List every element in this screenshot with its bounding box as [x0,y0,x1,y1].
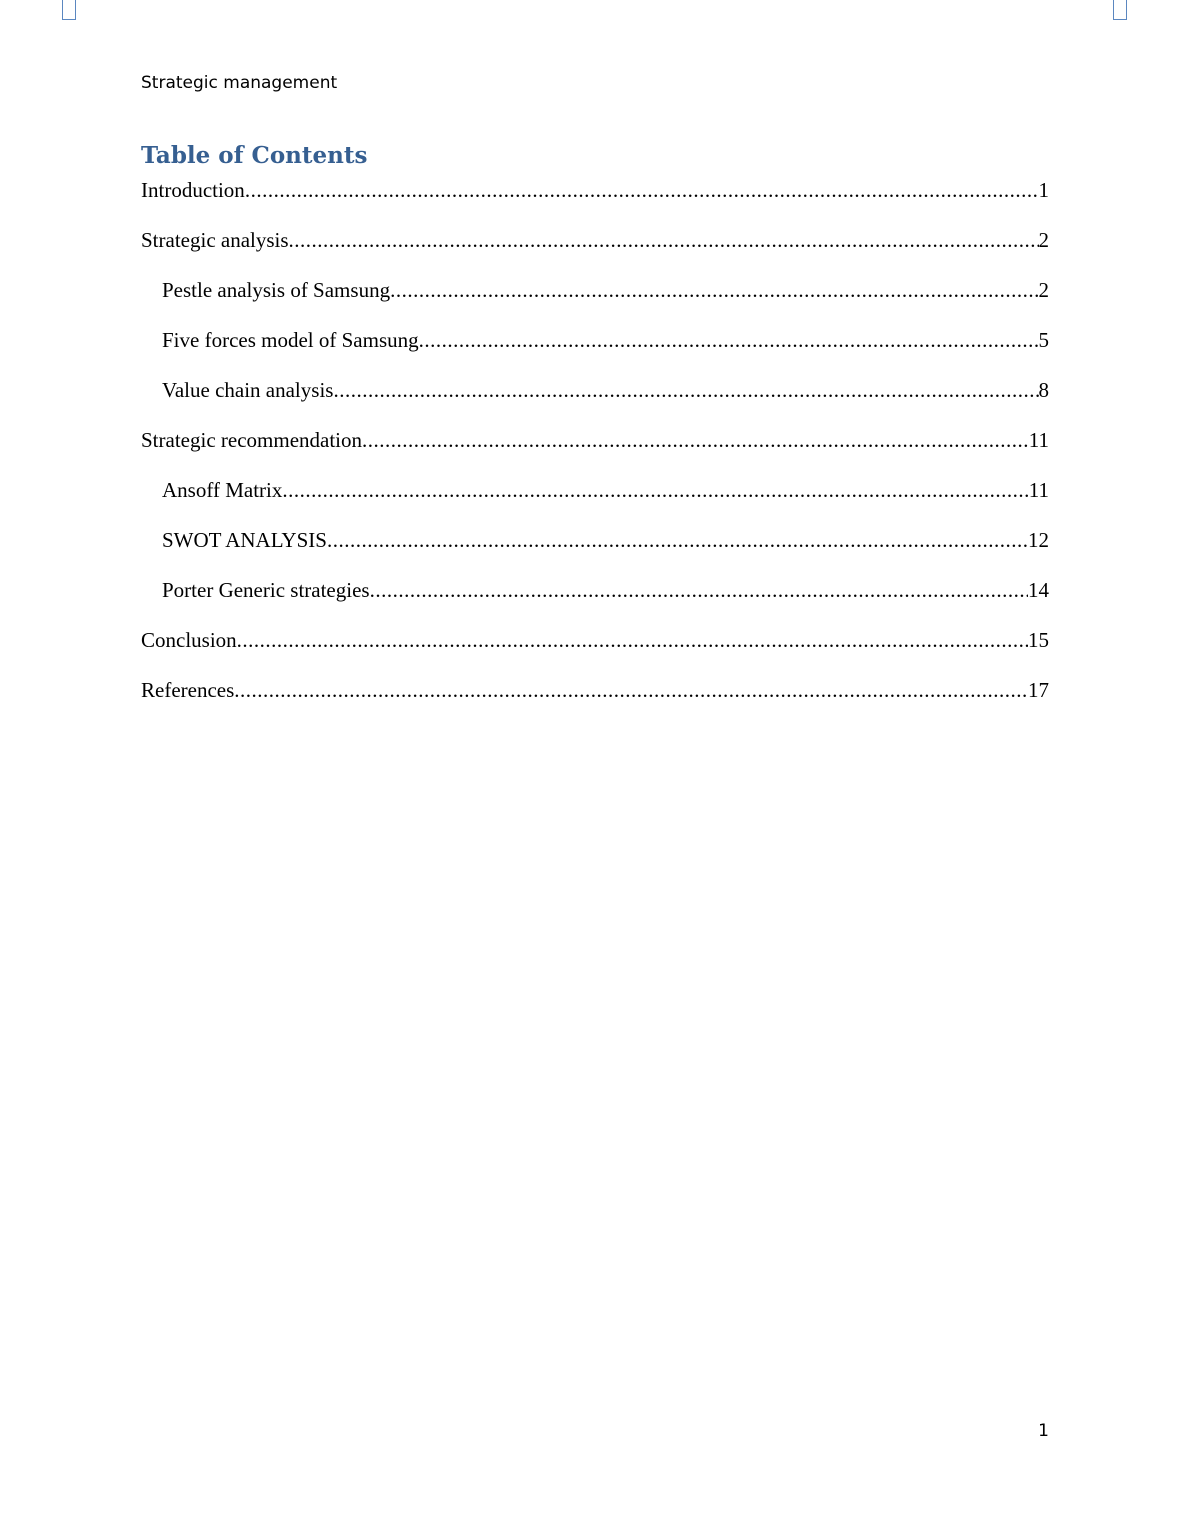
toc-entry-page: 14 [1028,578,1049,602]
toc-entry-five-forces[interactable] [141,325,1049,375]
toc-entry-swot-analysis[interactable] [141,525,1049,575]
running-header: Strategic management [141,73,338,93]
toc-dot-leader [370,575,1028,605]
toc-entry-pestle-analysis[interactable] [141,275,1049,325]
table-of-contents [141,175,1049,725]
toc-entry-page: 2 [1038,228,1049,252]
toc-entry-label: Ansoff Matrix [162,475,282,505]
toc-entry-page: 5 [1038,328,1049,352]
toc-entry-label: Strategic recommendation [141,425,362,455]
toc-dot-leader [390,275,1038,305]
crop-mark-left-icon [62,0,76,20]
toc-entry-label: Conclusion [141,625,237,655]
toc-entry-page: 15 [1028,628,1049,652]
toc-entry-label: References [141,675,234,705]
toc-dot-leader [282,475,1028,505]
toc-dot-leader [419,325,1039,355]
toc-entry-label: Value chain analysis [162,375,333,405]
toc-entry-porter-generic[interactable] [141,575,1049,625]
toc-dot-leader [362,425,1029,455]
toc-entry-label: Introduction [141,175,245,205]
toc-entry-references[interactable] [141,675,1049,725]
toc-dot-leader [237,625,1028,655]
toc-entry-page: 17 [1028,678,1049,702]
toc-entry-strategic-analysis[interactable] [141,225,1049,275]
toc-entry-conclusion[interactable] [141,625,1049,675]
toc-dot-leader [289,225,1039,255]
toc-dot-leader [245,175,1039,205]
crop-mark-right-icon [1113,0,1127,20]
toc-entry-page: 8 [1038,378,1049,402]
toc-entry-label: SWOT ANALYSIS [162,525,327,555]
page-number: 1 [1038,1421,1049,1441]
toc-entry-page: 12 [1028,528,1049,552]
toc-entry-page: 1 [1038,178,1049,202]
toc-title: Table of Contents [141,142,368,169]
toc-entry-value-chain[interactable] [141,375,1049,425]
toc-entry-label: Porter Generic strategies [162,575,370,605]
toc-entry-label: Pestle analysis of Samsung [162,275,390,305]
toc-dot-leader [327,525,1028,555]
toc-entry-ansoff-matrix[interactable] [141,475,1049,525]
toc-entry-page: 11 [1028,478,1049,502]
toc-entry-introduction[interactable] [141,175,1049,225]
toc-entry-page: 2 [1038,278,1049,302]
toc-entry-label: Five forces model of Samsung [162,325,419,355]
toc-dot-leader [333,375,1038,405]
toc-entry-strategic-recommendation[interactable] [141,425,1049,475]
toc-entry-page: 11 [1028,428,1049,452]
toc-dot-leader [234,675,1028,705]
toc-entry-label: Strategic analysis [141,225,289,255]
